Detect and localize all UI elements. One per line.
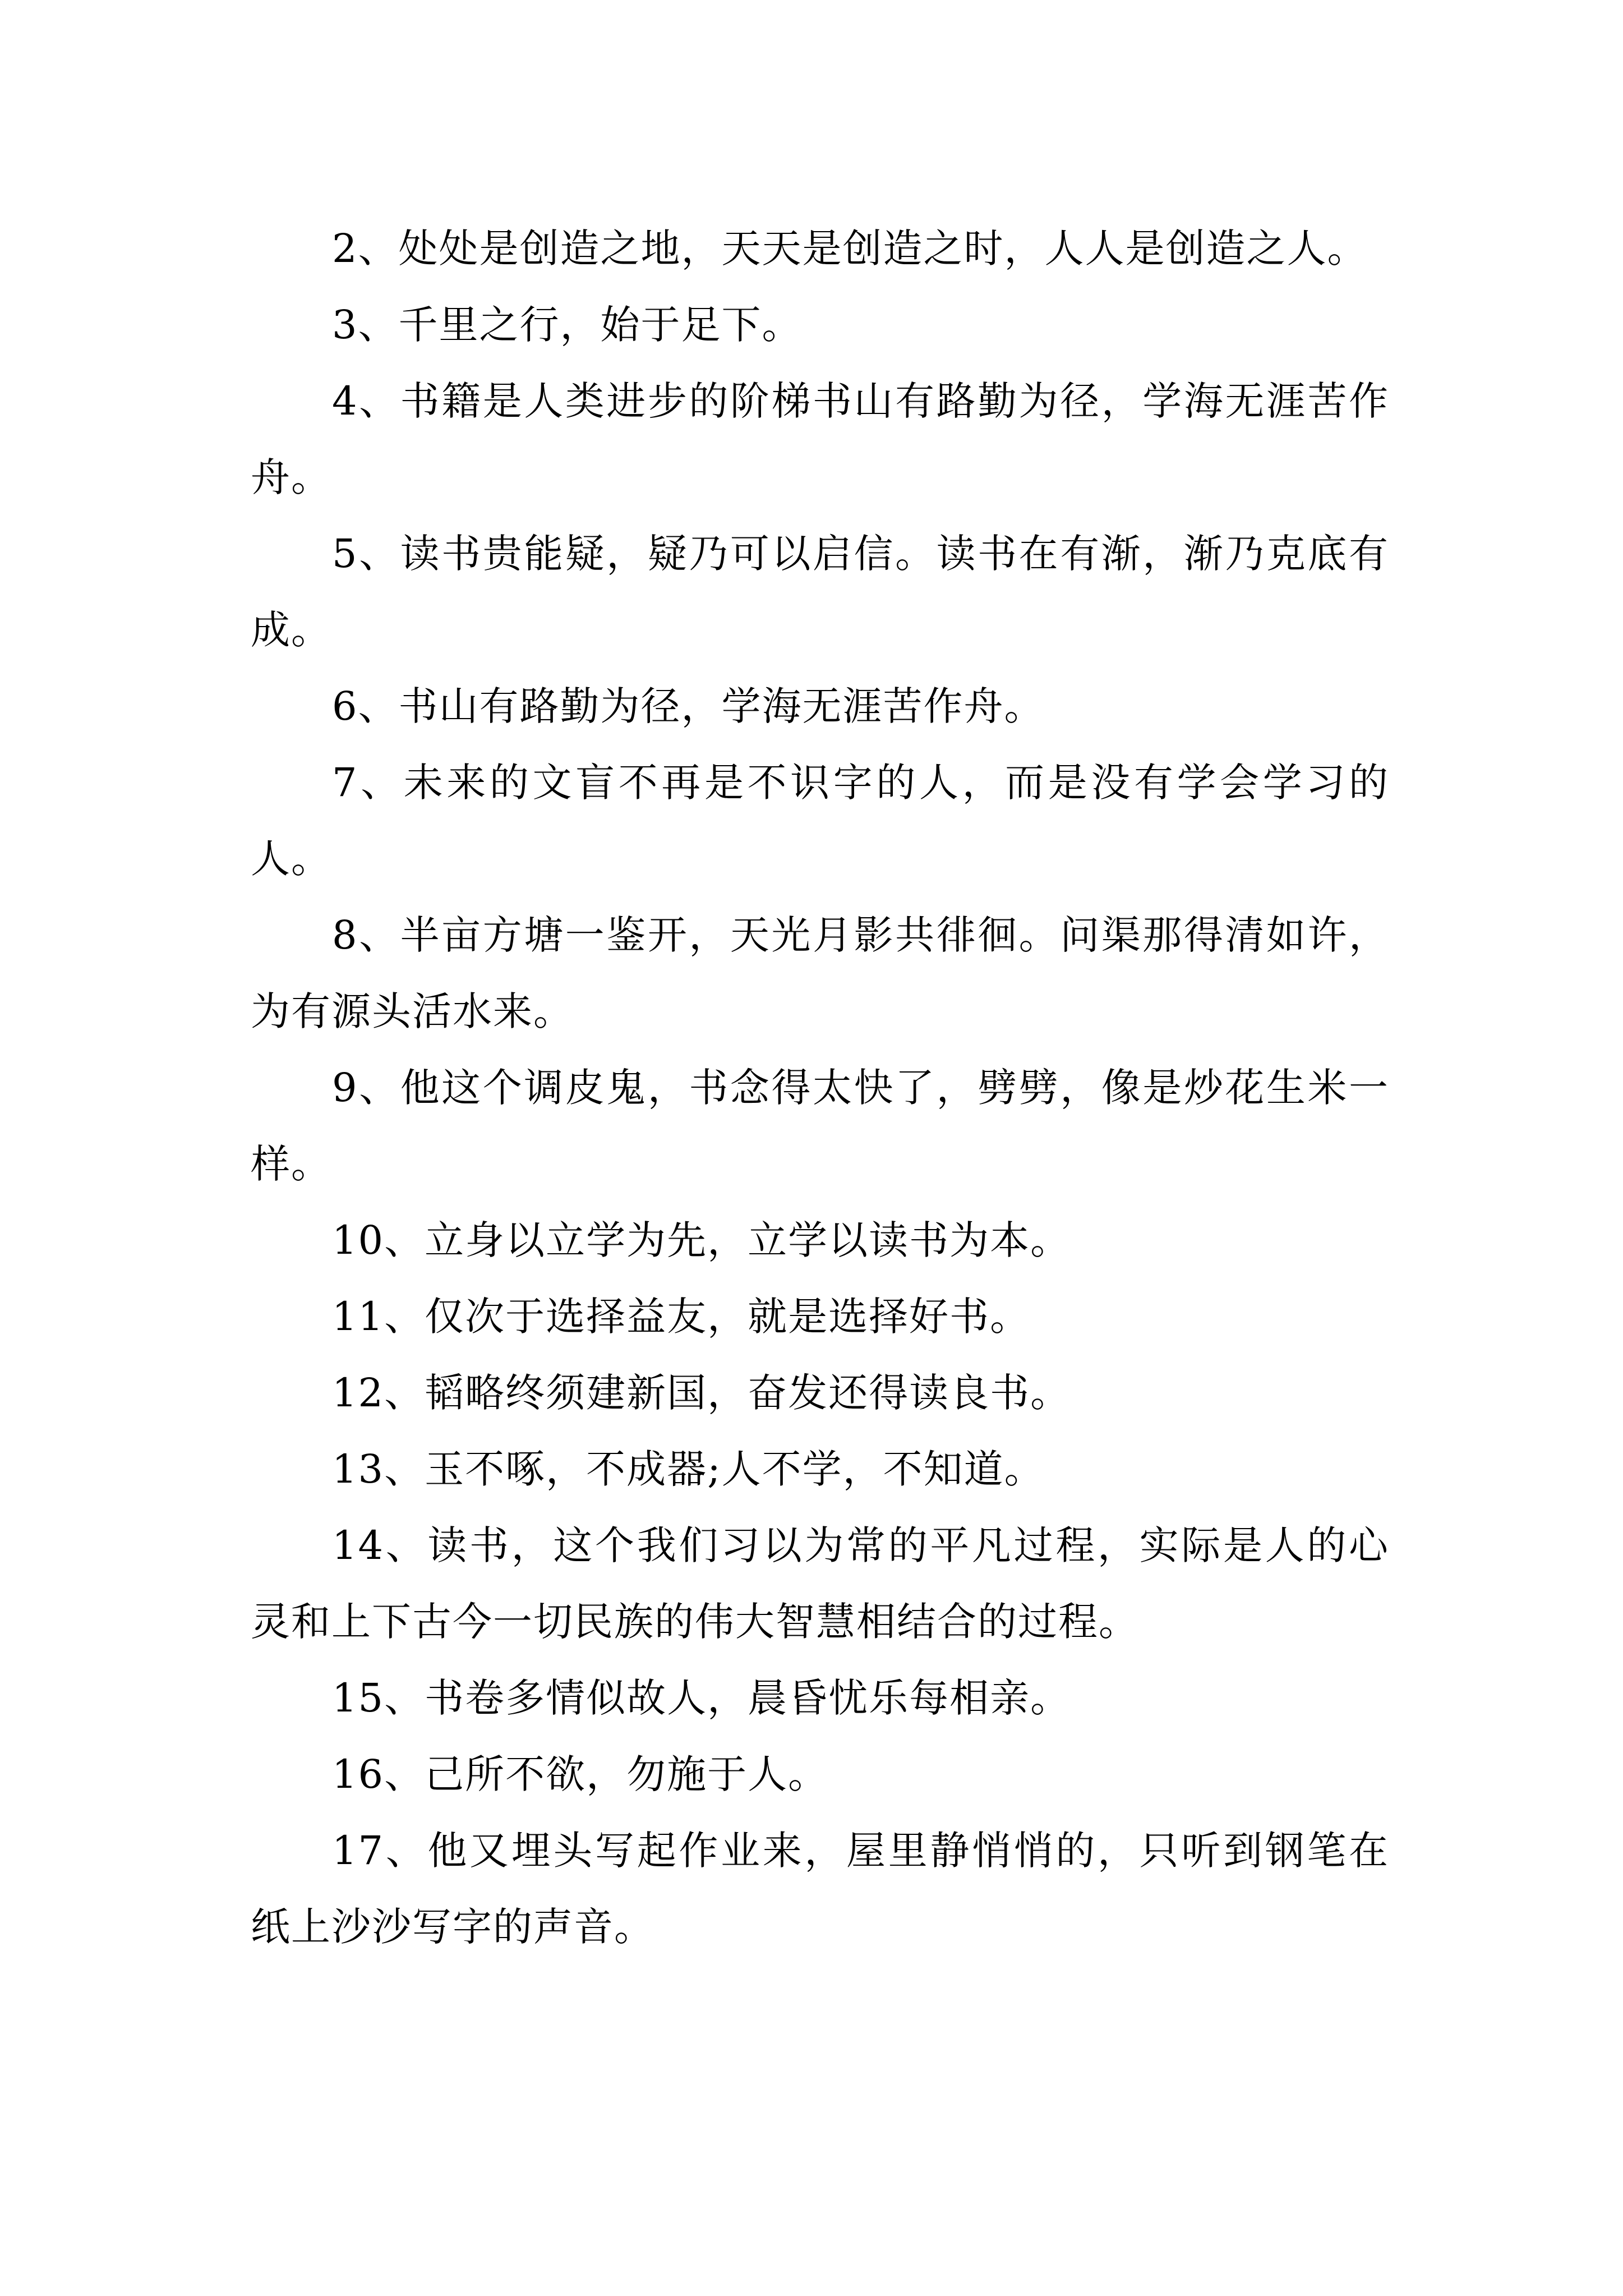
paragraph-13: 13、玉不啄，不成器;人不学，不知道。 — [332, 1446, 1045, 1492]
document-body — [251, 210, 1389, 1965]
paragraph-14: 14、读书，这个我们习以为常的平凡过程，实际是人的心灵和上下古今一切民族的伟大智慧相结合的过程。 — [251, 1522, 1389, 1645]
paragraph-12: 12、韬略终须建新国，奋发还得读良书。 — [332, 1370, 1071, 1416]
paragraph-16: 16、己所不欲，勿施于人。 — [332, 1751, 829, 1797]
paragraph-10: 10、立身以立学为先，立学以读书为本。 — [332, 1217, 1071, 1263]
paragraph-15: 15、书卷多情似故人，晨昏忧乐每相亲。 — [332, 1675, 1071, 1721]
paragraph-6: 6、书山有路勤为径，学海无涯苦作舟。 — [332, 683, 1045, 729]
paragraph-7: 7、未来的文盲不再是不识字的人，而是没有学会学习的人。 — [251, 760, 1389, 882]
paragraph-4: 4、书籍是人类进步的阶梯书山有路勤为径，学海无涯苦作舟。 — [251, 378, 1389, 500]
paragraph-8: 8、半亩方塘一鉴开，天光月影共徘徊。问渠那得清如许，为有源头活水来。 — [251, 912, 1389, 1034]
paragraph-17: 17、他又埋头写起作业来，屋里静悄悄的，只听到钢笔在纸上沙沙写字的声音。 — [251, 1828, 1389, 1950]
paragraph-11: 11、仅次于选择益友，就是选择好书。 — [332, 1294, 1031, 1340]
paragraph-2: 2、处处是创造之地，天天是创造之时，人人是创造之人。 — [332, 226, 1368, 272]
paragraph-9: 9、他这个调皮鬼，书念得太快了，劈劈，像是炒花生米一样。 — [251, 1065, 1389, 1187]
paragraph-3: 3、千里之行，始于足下。 — [332, 302, 803, 348]
paragraph-5: 5、读书贵能疑，疑乃可以启信。读书在有渐，渐乃克底有成。 — [251, 531, 1389, 653]
